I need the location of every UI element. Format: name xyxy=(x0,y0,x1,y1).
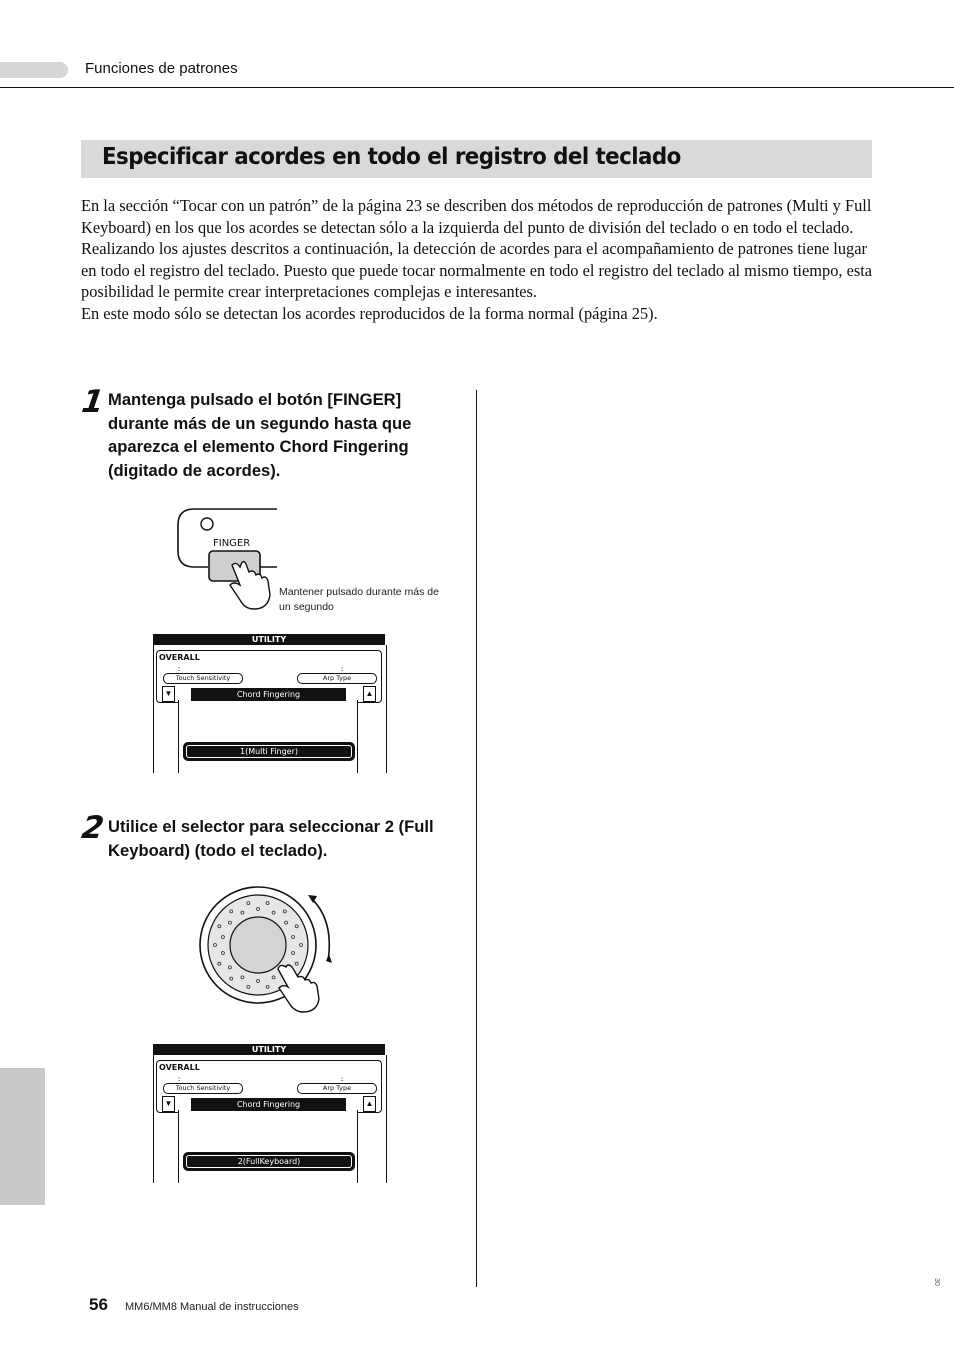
step-1-number: 1 xyxy=(79,384,107,420)
finger-button-label: FINGER xyxy=(213,538,251,549)
column-divider xyxy=(476,390,477,1287)
page-number: 56 xyxy=(89,1295,108,1314)
lcd-left-item: Touch Sensitivity xyxy=(163,1083,243,1094)
lcd-right-item: Arp Type xyxy=(297,673,377,684)
intro-paragraph-1: En la sección “Tocar con un patrón” de la página 23 se describen dos métodos de reproducción de patrones (Multi y Full Keyboard) en los que los acordes se detectan sólo a la izquierda del punto de división del teclado o en todo el teclado. xyxy=(81,196,872,237)
intro-text xyxy=(81,195,873,325)
lcd-value: 2(FullKeyboard) xyxy=(186,1155,352,1168)
running-header: Funciones de patrones xyxy=(85,60,238,77)
lcd-value: 1(Multi Finger) xyxy=(186,745,352,758)
dial-center-icon xyxy=(230,917,286,973)
intro-paragraph-2: Realizando los ajustes descritos a continuación, la detección de acordes para el acompañamiento de patrones tiene lugar en todo el registro del teclado. Puesto que puede tocar normalmente en todo el registro del teclado al mismo tiempo, esta posibilidad le permite crear interpretaciones complejas e interesantes. xyxy=(81,239,873,302)
step-2-instruction: Utilice el selector para seleccionar 2 (Full Keyboard) (todo el teclado). xyxy=(108,817,434,860)
manual-name: MM6/MM8 Manual de instrucciones xyxy=(125,1301,299,1313)
lcd-current-item: Chord Fingering xyxy=(191,688,346,701)
page-code: 30 xyxy=(933,1278,940,1286)
lcd-left-item: Touch Sensitivity xyxy=(163,673,243,684)
down-arrow-icon: ▼ xyxy=(162,686,175,702)
header-rule xyxy=(0,87,954,88)
lcd-current-item: Chord Fingering xyxy=(191,1098,346,1111)
chapter-side-tab xyxy=(0,1068,45,1205)
lcd-category: OVERALL xyxy=(159,653,200,662)
intro-paragraph-3: En este modo sólo se detectan los acordes reproducidos de la forma normal (página 25). xyxy=(81,303,658,323)
lcd-category: OVERALL xyxy=(159,1063,200,1072)
data-dial-illustration xyxy=(198,885,343,1020)
indicator-led-icon xyxy=(201,518,213,530)
lcd-title: UTILITY xyxy=(153,634,385,645)
finger-button-illustration xyxy=(170,505,280,615)
lcd-screen-2: UTILITY OVERALL : : Touch Sensitivity Arp Type ▼ ▲ Chord Fingering 2(FullKeyboard) xyxy=(153,1044,387,1184)
lcd-screen-1: UTILITY OVERALL : : Touch Sensitivity Arp Type ▼ ▲ Chord Fingering 1(Multi Finger) xyxy=(153,634,387,774)
down-arrow-icon: ▼ xyxy=(162,1096,175,1112)
section-title: Especificar acordes en todo el registro del teclado xyxy=(102,144,681,170)
hold-caption: Mantener pulsado durante más de un segundo xyxy=(279,586,439,613)
step-1-instruction: Mantenga pulsado el botón [FINGER] durante más de un segundo hasta que aparezca el elemento Chord Fingering (digitado de acordes). xyxy=(108,390,412,480)
step-2-number: 2 xyxy=(79,810,107,846)
rotate-down-arrow-icon xyxy=(326,954,332,963)
up-arrow-icon: ▲ xyxy=(363,686,376,702)
header-tab-marker xyxy=(0,62,68,78)
up-arrow-icon: ▲ xyxy=(363,1096,376,1112)
lcd-title: UTILITY xyxy=(153,1044,385,1055)
lcd-right-item: Arp Type xyxy=(297,1083,377,1094)
